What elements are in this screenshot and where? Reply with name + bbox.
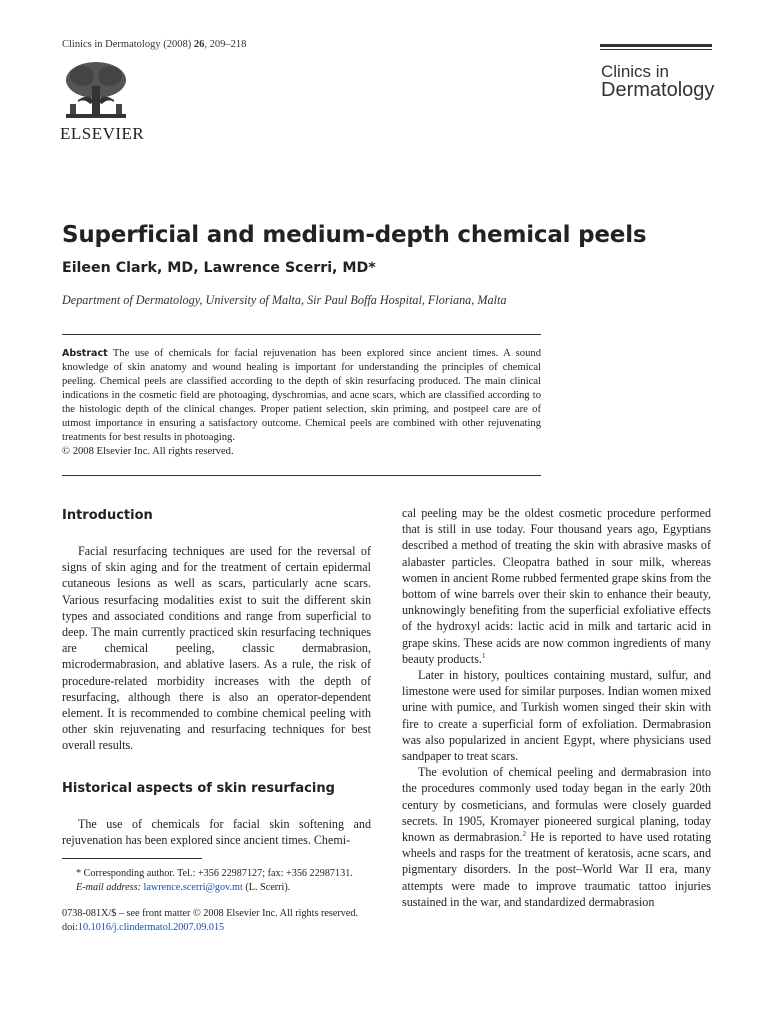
email-link[interactable]: lawrence.scerri@gov.mt xyxy=(143,882,243,893)
brand-rule-bottom xyxy=(600,49,712,50)
history-body xyxy=(62,816,371,848)
issn-line: 0738-081X/$ – see front matter © 2008 Elsevier Inc. All rights reserved. xyxy=(62,908,359,919)
front-matter-block xyxy=(62,907,382,935)
journal-brand-line1: Clinics in xyxy=(601,62,670,81)
right-paragraph-3b-text: He is reported to have used rotating wheels and rasps for the treatment of keratosis, acne scars, and pigmentary disorders. In the post–World War II era, many attempts were made to improve traumatic tattoo injuries sustained in the war, and standardized dermabrasion xyxy=(402,830,711,909)
right-paragraph-2: Later in history, poultices containing mustard, sulfur, and limestone were used for similar purposes. Indian women mixed urine with pumice, and Turkish women singed their skin with fire to create a superficial form of exfoliation. Dermabrasion was also popularized in ancient Egypt, where physicians used sandpaper to treat scars. xyxy=(402,668,711,764)
right-paragraph-1 xyxy=(402,505,711,667)
right-paragraph-1-text: cal peeling may be the oldest cosmetic procedure performed that is still in use today. Four thousand years ago, Egyptians described a method of treating the skin with abrasive masks of alabaster particles. Cleopatra bathed in sour milk, whereas women in ancient Rome rubbed fermented grape skins from the bottom of wine barrels over their skin to enhance their beauty, unknowingly benefiting from the superficial exfoliative effects of the hydroxyl acids: lactic acid in milk and tartaric acid in grape skins. These acids are now common ingredients of many beauty products. xyxy=(402,506,711,666)
footnote-block xyxy=(76,867,376,895)
journal-reference xyxy=(62,39,246,50)
publisher-name: ELSEVIER xyxy=(60,124,145,143)
article-authors: Eileen Clark, MD, Lawrence Scerri, MD* xyxy=(62,260,376,276)
abstract-copyright: © 2008 Elsevier Inc. All rights reserved. xyxy=(62,446,234,457)
journal-pages: , 209–218 xyxy=(204,39,247,50)
abstract-top-rule xyxy=(62,334,541,335)
reference-1[interactable]: 1 xyxy=(481,651,486,660)
footnote-rule xyxy=(62,858,202,859)
email-line xyxy=(76,881,376,895)
article-affiliation: Department of Dermatology, University of Malta, Sir Paul Boffa Hospital, Floriana, Malta xyxy=(62,293,507,307)
doi-link[interactable]: 10.1016/j.clindermatol.2007.09.015 xyxy=(77,922,225,933)
journal-ref-prefix: Clinics in Dermatology (2008) xyxy=(62,39,194,50)
brand-rule-top xyxy=(600,44,712,47)
article-title: Superficial and medium-depth chemical peels xyxy=(62,222,647,248)
doi-label: doi: xyxy=(62,922,78,933)
introduction-body xyxy=(62,543,371,754)
history-paragraph: The use of chemicals for facial skin softening and rejuvenation has been explored since ancient times. Chemi- xyxy=(62,817,371,848)
introduction-heading: Introduction xyxy=(62,508,153,523)
abstract-text: The use of chemicals for facial rejuvenation has been explored since ancient times. A sound knowledge of skin anatomy and wound healing is important for understanding the principles of chemical peeling. Chemical peels are classified according to the depth of skin resurfacing produced. The main clinical indications in the cosmetic field are photoaging, dyschromias, and acne scars, which are classified according to the histologic depth of the clinical changes. Proper patient selection, skin priming, and postpeel care are of utmost importance in ensuring a satisfactory outcome. Chemical peels are combined with other rejuvenating treatments for best results in photoaging. xyxy=(62,348,541,443)
right-paragraph-3a-text: The evolution of chemical peeling and dermabrasion into the procedures commonly used today began in the early 20th century by cosmeticians, and formulas were closely guarded secrets. In 1905, Kromayer pioneered surgical planing, today known as dermabrasion. xyxy=(402,765,711,845)
doi-line xyxy=(62,921,382,935)
abstract-label: Abstract xyxy=(62,348,108,359)
email-label: E-mail address: xyxy=(76,882,141,893)
journal-volume: 26 xyxy=(193,39,205,50)
journal-brand-line2: Dermatology xyxy=(601,79,715,101)
reference-2[interactable]: 2 xyxy=(522,830,527,839)
abstract-block xyxy=(62,347,541,459)
corresponding-author: * Corresponding author. Tel.: +356 22987127; fax: +356 22987131. xyxy=(76,868,353,879)
history-heading: Historical aspects of skin resurfacing xyxy=(62,781,335,796)
right-column xyxy=(402,505,711,910)
right-paragraph-3 xyxy=(402,764,711,910)
abstract-bottom-rule xyxy=(62,475,541,476)
email-suffix: (L. Scerri). xyxy=(242,882,291,893)
introduction-paragraph: Facial resurfacing techniques are used for the reversal of signs of skin aging and for the treatment of certain epidermal cutaneous lesions as well as scars, particularly acne scars. Various resurfacing modalities exist to suit the different skin types and associated conditions and range from superficial to deep. The main currently practiced skin resurfacing techniques are chemical peeling, classic dermabrasion, microdermabrasion, and ablative lasers. As a rule, the risk of procedure-related morbidity increases with the depth of resurfacing, although there is also an operator-dependent element. It is recommended to combine chemical peeling with other skin rejuvenating and resurfacing techniques for best overall results. xyxy=(62,544,371,753)
